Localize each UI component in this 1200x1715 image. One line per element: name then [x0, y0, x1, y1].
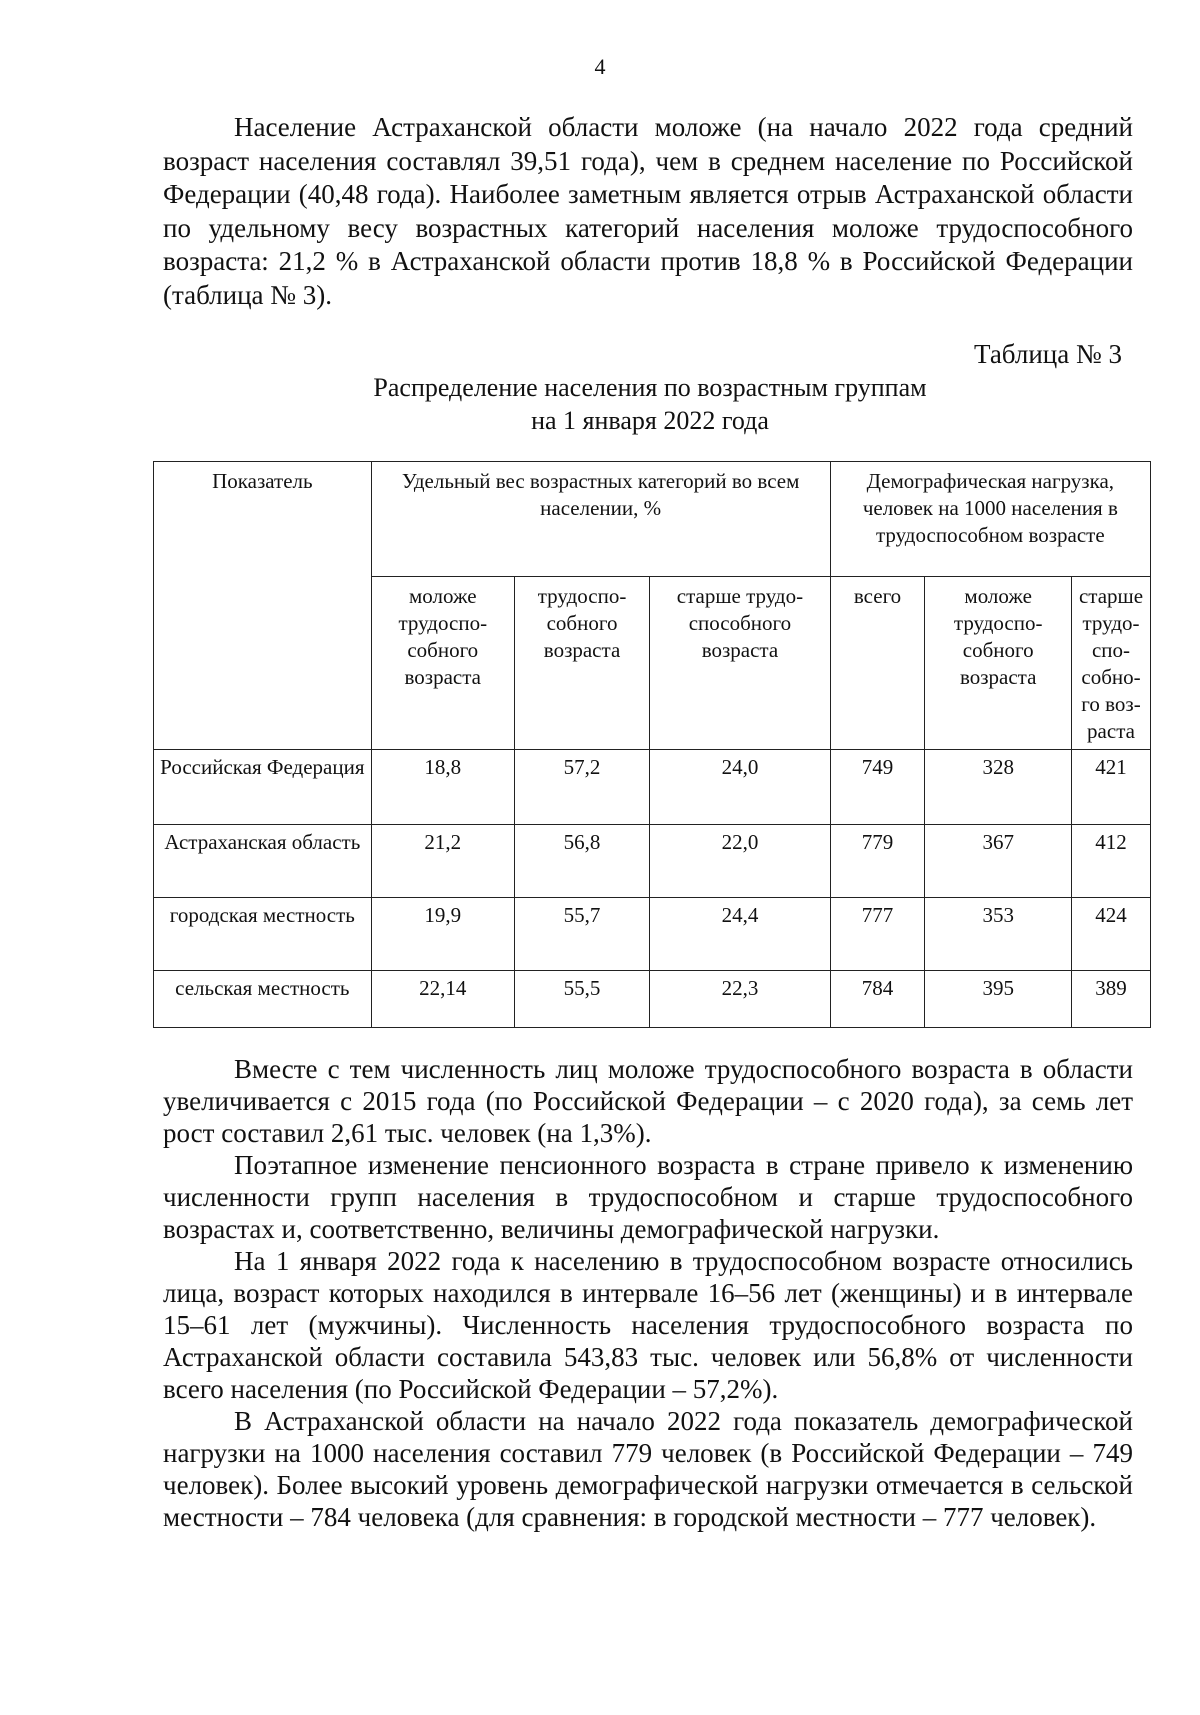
- table-title: [300, 371, 1000, 437]
- table-row: [154, 825, 1151, 898]
- table-cell: 55,5: [514, 971, 649, 1028]
- table-cell: 22,14: [371, 971, 514, 1028]
- page-number: 4: [594, 54, 606, 79]
- table-cell: 412: [1072, 825, 1151, 898]
- table-cell: 19,9: [371, 898, 514, 971]
- subheader-cell: моложе трудоспо- собного возраста: [371, 577, 514, 750]
- paragraph: В Астраханской области на начало 2022 года показатель демографической нагрузки на 1000 населения составил 779 человек (в Российской Федерации – 749 человек). Более высокий уровень демографической нагрузки отмечается в сельской местности – 784 человека (для сравнения: в городской местности – 777 человек).: [163, 1406, 1133, 1532]
- row-label: Российская Федерация: [154, 750, 372, 825]
- table-row: [154, 898, 1151, 971]
- table-cell: 779: [830, 825, 925, 898]
- table-cell: 22,0: [650, 825, 830, 898]
- table-title-line-2: на 1 января 2022 года: [531, 406, 769, 435]
- table-cell: 421: [1072, 750, 1151, 825]
- header-share-group: Удельный вес возрастных категорий во всем населении, %: [371, 462, 830, 577]
- table-cell: 57,2: [514, 750, 649, 825]
- table-cell: 367: [925, 825, 1072, 898]
- subheader-cell: моложе трудоспо- собного возраста: [925, 577, 1072, 750]
- table-cell: 784: [830, 971, 925, 1028]
- table-cell: 395: [925, 971, 1072, 1028]
- header-indicator: Показатель: [154, 462, 372, 750]
- row-label: Астраханская область: [154, 825, 372, 898]
- paragraph: Поэтапное изменение пенсионного возраста в стране привело к изменению численности групп населения в трудоспособном и старше трудоспособного возрастах и, соответственно, величины демографической нагрузки.: [163, 1150, 1133, 1244]
- header-load-group: Демографическая нагрузка, человек на 1000 населения в трудоспособном возрасте: [830, 462, 1150, 577]
- table-cell: 55,7: [514, 898, 649, 971]
- age-distribution-table: [153, 461, 1151, 1028]
- table-cell: 21,2: [371, 825, 514, 898]
- paragraph: На 1 января 2022 года к населению в трудоспособном возрасте относились лица, возраст которых находился в интервале 16–56 лет (женщины) и в интервале 15–61 лет (мужчины). Численность населения трудоспособного возраста по Астраханской области составила 543,83 тыс. человек или 56,8% от численности всего населения (по Российской Федерации – 57,2%).: [163, 1246, 1133, 1404]
- subheader-cell: старше трудо- спо- собно- го воз- раста: [1072, 577, 1151, 750]
- table-cell: 24,0: [650, 750, 830, 825]
- row-label: городская местность: [154, 898, 372, 971]
- table-row: [154, 971, 1151, 1028]
- table-cell: 18,8: [371, 750, 514, 825]
- subheader-cell: всего: [830, 577, 925, 750]
- intro-paragraph: Население Астраханской области моложе (на начало 2022 года средний возраст населения составлял 39,51 года), чем в среднем население по Российской Федерации (40,48 года). Наиболее заметным является отрыв Астраханской области по удельному весу возрастных категорий населения моложе трудоспособного возраста: 21,2 % в Астраханской области против 18,8 % в Российской Федерации (таблица № 3).: [163, 112, 1133, 310]
- table-cell: 353: [925, 898, 1072, 971]
- subheader-cell: трудоспо- собного возраста: [514, 577, 649, 750]
- table-cell: 424: [1072, 898, 1151, 971]
- table-cell: 56,8: [514, 825, 649, 898]
- table-row: [154, 750, 1151, 825]
- table-header-row: [154, 462, 1151, 577]
- table-cell: 389: [1072, 971, 1151, 1028]
- paragraph: Вместе с тем численность лиц моложе трудоспособного возраста в области увеличивается с 2015 года (по Российской Федерации – с 2020 года), за семь лет рост составил 2,61 тыс. человек (на 1,3%).: [163, 1054, 1133, 1148]
- table-title-line-1: Распределение населения по возрастным группам: [373, 373, 927, 402]
- table-cell: 328: [925, 750, 1072, 825]
- table-cell: 749: [830, 750, 925, 825]
- row-label: сельская местность: [154, 971, 372, 1028]
- subheader-cell: старше трудо- способного возраста: [650, 577, 830, 750]
- table-cell: 22,3: [650, 971, 830, 1028]
- table-cell: 24,4: [650, 898, 830, 971]
- table-number: Таблица № 3: [974, 339, 1122, 369]
- body-text: [163, 1053, 1133, 1533]
- table-cell: 777: [830, 898, 925, 971]
